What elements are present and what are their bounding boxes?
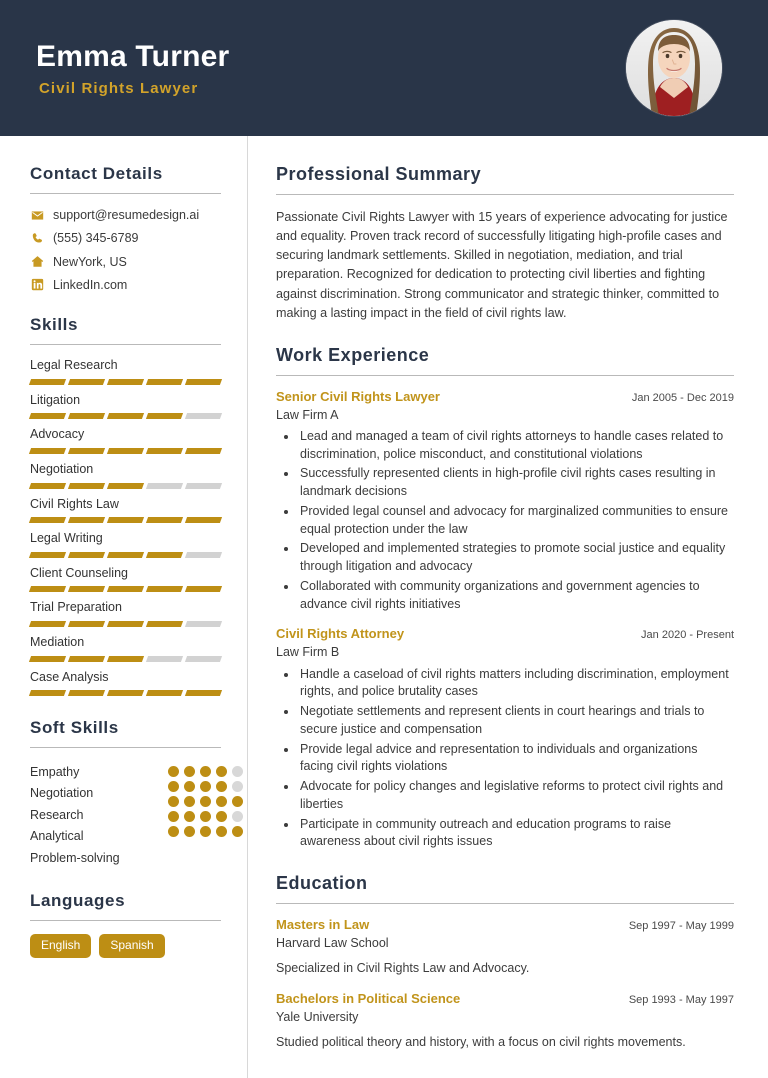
- rating-dot: [168, 781, 179, 792]
- skill-bar-segment: [107, 656, 144, 662]
- skill-level-bar: [30, 621, 221, 627]
- bullet-item: • Successfully represented clients in high-profile civil rights cases resulting in landmark decisions: [298, 465, 734, 501]
- skills-section: [30, 315, 221, 696]
- rating-dot: [168, 826, 179, 837]
- skill-level-bar: [30, 448, 221, 454]
- language-chip[interactable]: English: [30, 934, 91, 958]
- skill-bar-segment: [29, 413, 66, 419]
- soft-skills-list: [30, 761, 221, 869]
- avatar: [626, 20, 722, 116]
- contact-value: NewYork, US: [53, 254, 127, 269]
- divider: [30, 747, 221, 748]
- skill-bar-segment: [185, 413, 222, 419]
- bullet-item: • Negotiate settlements and represent clients in court hearings and trials to secure justice and compensation: [298, 703, 734, 739]
- work-entry-role: Civil Rights Attorney: [276, 626, 405, 642]
- professional-summary-section: [276, 164, 734, 323]
- profile-photo-icon: [626, 20, 722, 116]
- work-entry-list: [276, 389, 734, 851]
- rating-dot: [200, 811, 211, 822]
- skill-bar-segment: [185, 690, 222, 696]
- work-entry-bullets: [276, 428, 734, 614]
- education-entry-description: Specialized in Civil Rights Law and Advocacy.: [276, 961, 530, 976]
- education-entry-degree: Bachelors in Political Science: [276, 990, 461, 1006]
- phone-icon: [30, 231, 44, 245]
- skill-bar-segment: [29, 690, 66, 696]
- bullet-item: • Participate in community outreach and education programs to raise awareness about civil rights issues: [298, 816, 734, 852]
- skill-bar-segment: [68, 483, 105, 489]
- skill-bar-segment: [68, 517, 105, 523]
- skill-bar-segment: [29, 379, 66, 385]
- education-entry-date: Sep 1993 - May 1997: [628, 993, 734, 1006]
- rating-dot: [216, 811, 227, 822]
- divider: [30, 920, 221, 921]
- skill-bar-segment: [29, 621, 66, 627]
- skill-bar-segment: [68, 586, 105, 592]
- skill-bar-segment: [29, 656, 66, 662]
- skill-bar-segment: [185, 517, 222, 523]
- work-entry-company: Law Firm B: [276, 645, 340, 660]
- contact-value: (555) 345-6789: [53, 231, 139, 246]
- skill-label: Client Counseling: [30, 565, 128, 580]
- skill-bar-segment: [146, 656, 183, 662]
- skill-level-bar: [30, 379, 221, 385]
- contact-list: [30, 207, 221, 293]
- rating-dot: [184, 826, 195, 837]
- skill-bar-segment: [68, 448, 105, 454]
- work-entry: [276, 389, 734, 614]
- work-entry-bullets: [276, 666, 734, 852]
- contact-details-heading: Contact Details: [30, 164, 163, 183]
- education-entry-header: [276, 991, 734, 1008]
- contact-item-email[interactable]: [30, 207, 221, 223]
- work-entry-date: Jan 2020 - Present: [641, 629, 734, 642]
- rating-dot: [232, 826, 243, 837]
- rating-dot: [200, 781, 211, 792]
- work-experience-heading: Work Experience: [276, 344, 430, 365]
- resume-header: [0, 0, 768, 136]
- rating-dot: [184, 781, 195, 792]
- bullet-item: • Developed and implemented strategies to promote social justice and equality through litigation and advocacy: [298, 540, 734, 576]
- soft-skill-label: Negotiation: [30, 786, 94, 800]
- languages-heading: Languages: [30, 890, 126, 910]
- soft-skill-item: [30, 847, 221, 869]
- rating-dot: [200, 766, 211, 777]
- skill-label: Trial Preparation: [30, 600, 122, 615]
- divider: [276, 375, 734, 376]
- bullet-item: • Collaborated with community organizations and government agencies to advance civil rights initiatives: [298, 578, 734, 614]
- soft-skill-label: Empathy: [30, 764, 80, 779]
- skill-item: [30, 635, 221, 662]
- rating-dot: [216, 796, 227, 807]
- education-entry: [276, 917, 734, 978]
- language-chip[interactable]: Spanish: [99, 934, 164, 958]
- skill-level-bar: [30, 656, 221, 662]
- work-entry-header: [276, 626, 734, 643]
- skill-label: Civil Rights Law: [30, 496, 119, 511]
- rating-dot: [232, 781, 243, 792]
- skill-bar-segment: [68, 690, 105, 696]
- rating-dot: [200, 796, 211, 807]
- skill-label: Advocacy: [30, 427, 85, 442]
- skill-bar-segment: [185, 448, 222, 454]
- skill-bar-segment: [146, 413, 183, 419]
- skills-heading: Skills: [30, 315, 79, 334]
- skill-label: Legal Research: [30, 358, 118, 372]
- skill-item: [30, 600, 221, 627]
- skill-bar-segment: [185, 552, 222, 558]
- skill-bar-segment: [107, 448, 144, 454]
- skill-bar-segment: [146, 379, 183, 385]
- contact-value: LinkedIn.com: [53, 277, 128, 292]
- resume-body: [0, 136, 768, 1078]
- skill-bar-segment: [107, 517, 144, 523]
- education-entry-school: Yale University: [276, 1009, 359, 1024]
- rating-dot: [184, 766, 195, 777]
- bullet-item: • Advocate for policy changes and legislative reforms to protect civil rights and liberties: [298, 778, 734, 814]
- skill-label: Mediation: [30, 635, 85, 649]
- skill-bar-segment: [185, 379, 222, 385]
- skill-level-bar: [30, 517, 221, 523]
- skill-bar-segment: [29, 483, 66, 489]
- skill-bar-segment: [146, 586, 183, 592]
- rating-dot: [216, 766, 227, 777]
- rating-dot: [184, 796, 195, 807]
- rating-dot: [216, 781, 227, 792]
- skill-item: [30, 531, 221, 558]
- skill-level-bar: [30, 690, 221, 696]
- skill-bar-segment: [185, 656, 222, 662]
- skill-bar-segment: [107, 483, 144, 489]
- rating-dot: [168, 811, 179, 822]
- skill-item: [30, 462, 221, 489]
- skills-list: [30, 358, 221, 696]
- skill-label: Legal Writing: [30, 531, 103, 546]
- divider: [276, 903, 734, 904]
- education-entry: [276, 991, 734, 1052]
- bullet-item: • Lead and managed a team of civil rights attorneys to handle cases related to discrimination, police misconduct, and constitutional violations: [298, 428, 734, 464]
- soft-skill-rating-dots: [168, 761, 244, 837]
- skill-label: Litigation: [30, 392, 81, 407]
- work-entry-header: [276, 389, 734, 406]
- skill-item: [30, 566, 221, 593]
- page-title: Emma Turner: [36, 39, 230, 73]
- bullet-item: • Handle a caseload of civil rights matters including discrimination, employment rights, and police brutality cases: [298, 666, 734, 702]
- skill-item: [30, 670, 221, 697]
- skill-bar-segment: [107, 552, 144, 558]
- skill-item: [30, 393, 221, 420]
- home-icon: [30, 255, 44, 269]
- rating-dot: [232, 811, 243, 822]
- skill-bar-segment: [68, 413, 105, 419]
- skill-bar-segment: [107, 621, 144, 627]
- skill-item: [30, 358, 221, 385]
- skill-bar-segment: [68, 656, 105, 662]
- soft-skill-label: Analytical: [30, 829, 84, 843]
- envelope-icon: [30, 208, 44, 222]
- contact-item-phone[interactable]: [30, 230, 221, 246]
- divider: [30, 193, 221, 194]
- skill-bar-segment: [107, 690, 144, 696]
- rating-dot: [200, 826, 211, 837]
- divider: [30, 344, 221, 345]
- skill-label: Negotiation: [30, 461, 94, 476]
- rating-dot: [168, 766, 179, 777]
- skill-bar-segment: [29, 517, 66, 523]
- main-column: [248, 136, 768, 1078]
- skill-bar-segment: [29, 552, 66, 558]
- bullet-item: • Provided legal counsel and advocacy for marginalized communities to ensure equal protection under the law: [298, 503, 734, 539]
- contact-item-location[interactable]: [30, 254, 221, 270]
- skill-bar-segment: [107, 379, 144, 385]
- linkedin-icon: [30, 278, 44, 292]
- soft-skills-section: [30, 718, 221, 869]
- education-entry-list: [276, 917, 734, 1051]
- soft-skill-label: Problem-solving: [30, 850, 120, 865]
- rating-dot: [232, 766, 243, 777]
- bullet-item: • Provide legal advice and representation to individuals and organizations facing civil rights violations: [298, 741, 734, 777]
- education-entry-degree: Masters in Law: [276, 917, 370, 933]
- education-heading: Education: [276, 873, 368, 894]
- soft-skills-heading: Soft Skills: [30, 718, 119, 738]
- skill-bar-segment: [68, 552, 105, 558]
- education-section: [276, 873, 734, 1051]
- skill-bar-segment: [185, 483, 222, 489]
- header-job-title: Civil Rights Lawyer: [39, 79, 199, 97]
- work-entry-company: Law Firm A: [276, 407, 339, 422]
- skill-level-bar: [30, 586, 221, 592]
- professional-summary-text: Passionate Civil Rights Lawyer with 15 years of experience advocating for justice and equality. Proven track record of successfully litigating high-profile cases and securing landmark settlements. Skilled in negotiation, mediation, and trial preparation. Recognized for dedication to protecting civil liberties and fighting against discrimination. Strong communicator and strategic thinker, committed to making a lasting impact in the field of civil rights law.: [276, 210, 728, 320]
- work-entry: [276, 626, 734, 851]
- skill-bar-segment: [185, 621, 222, 627]
- soft-skill-label: Research: [30, 807, 84, 822]
- education-entry-header: [276, 917, 734, 934]
- skill-bar-segment: [29, 448, 66, 454]
- sidebar: [0, 136, 248, 1078]
- skill-item: [30, 497, 221, 524]
- work-entry-role: Senior Civil Rights Lawyer: [276, 388, 440, 404]
- skill-bar-segment: [68, 379, 105, 385]
- skill-bar-segment: [146, 621, 183, 627]
- language-chip-list: [30, 934, 221, 958]
- skill-label: Case Analysis: [30, 669, 109, 684]
- skill-level-bar: [30, 483, 221, 489]
- skill-bar-segment: [146, 690, 183, 696]
- skill-bar-segment: [29, 586, 66, 592]
- education-entry-description: Studied political theory and history, with a focus on civil rights movements.: [276, 1034, 686, 1049]
- skill-bar-segment: [68, 621, 105, 627]
- header-text-block: [36, 40, 229, 97]
- skill-bar-segment: [107, 413, 144, 419]
- skill-bar-segment: [146, 517, 183, 523]
- education-entry-date: Sep 1997 - May 1999: [628, 920, 734, 933]
- skill-bar-segment: [185, 586, 222, 592]
- skill-item: [30, 427, 221, 454]
- professional-summary-heading: Professional Summary: [276, 164, 482, 184]
- work-entry-date: Jan 2005 - Dec 2019: [631, 391, 734, 404]
- divider: [276, 194, 734, 195]
- skill-bar-segment: [146, 448, 183, 454]
- contact-value: support@resumedesign.ai: [53, 208, 200, 222]
- contact-details-section: [30, 164, 221, 293]
- skill-bar-segment: [146, 483, 183, 489]
- rating-dot: [232, 796, 243, 807]
- languages-section: [30, 891, 221, 958]
- skill-level-bar: [30, 552, 221, 558]
- skill-bar-segment: [107, 586, 144, 592]
- skill-bar-segment: [146, 552, 183, 558]
- contact-item-linkedin[interactable]: [30, 277, 221, 293]
- rating-dot: [184, 811, 195, 822]
- skill-level-bar: [30, 413, 221, 419]
- rating-dot: [216, 826, 227, 837]
- education-entry-school: Harvard Law School: [276, 936, 389, 951]
- rating-dot: [168, 796, 179, 807]
- work-experience-section: [276, 345, 734, 851]
